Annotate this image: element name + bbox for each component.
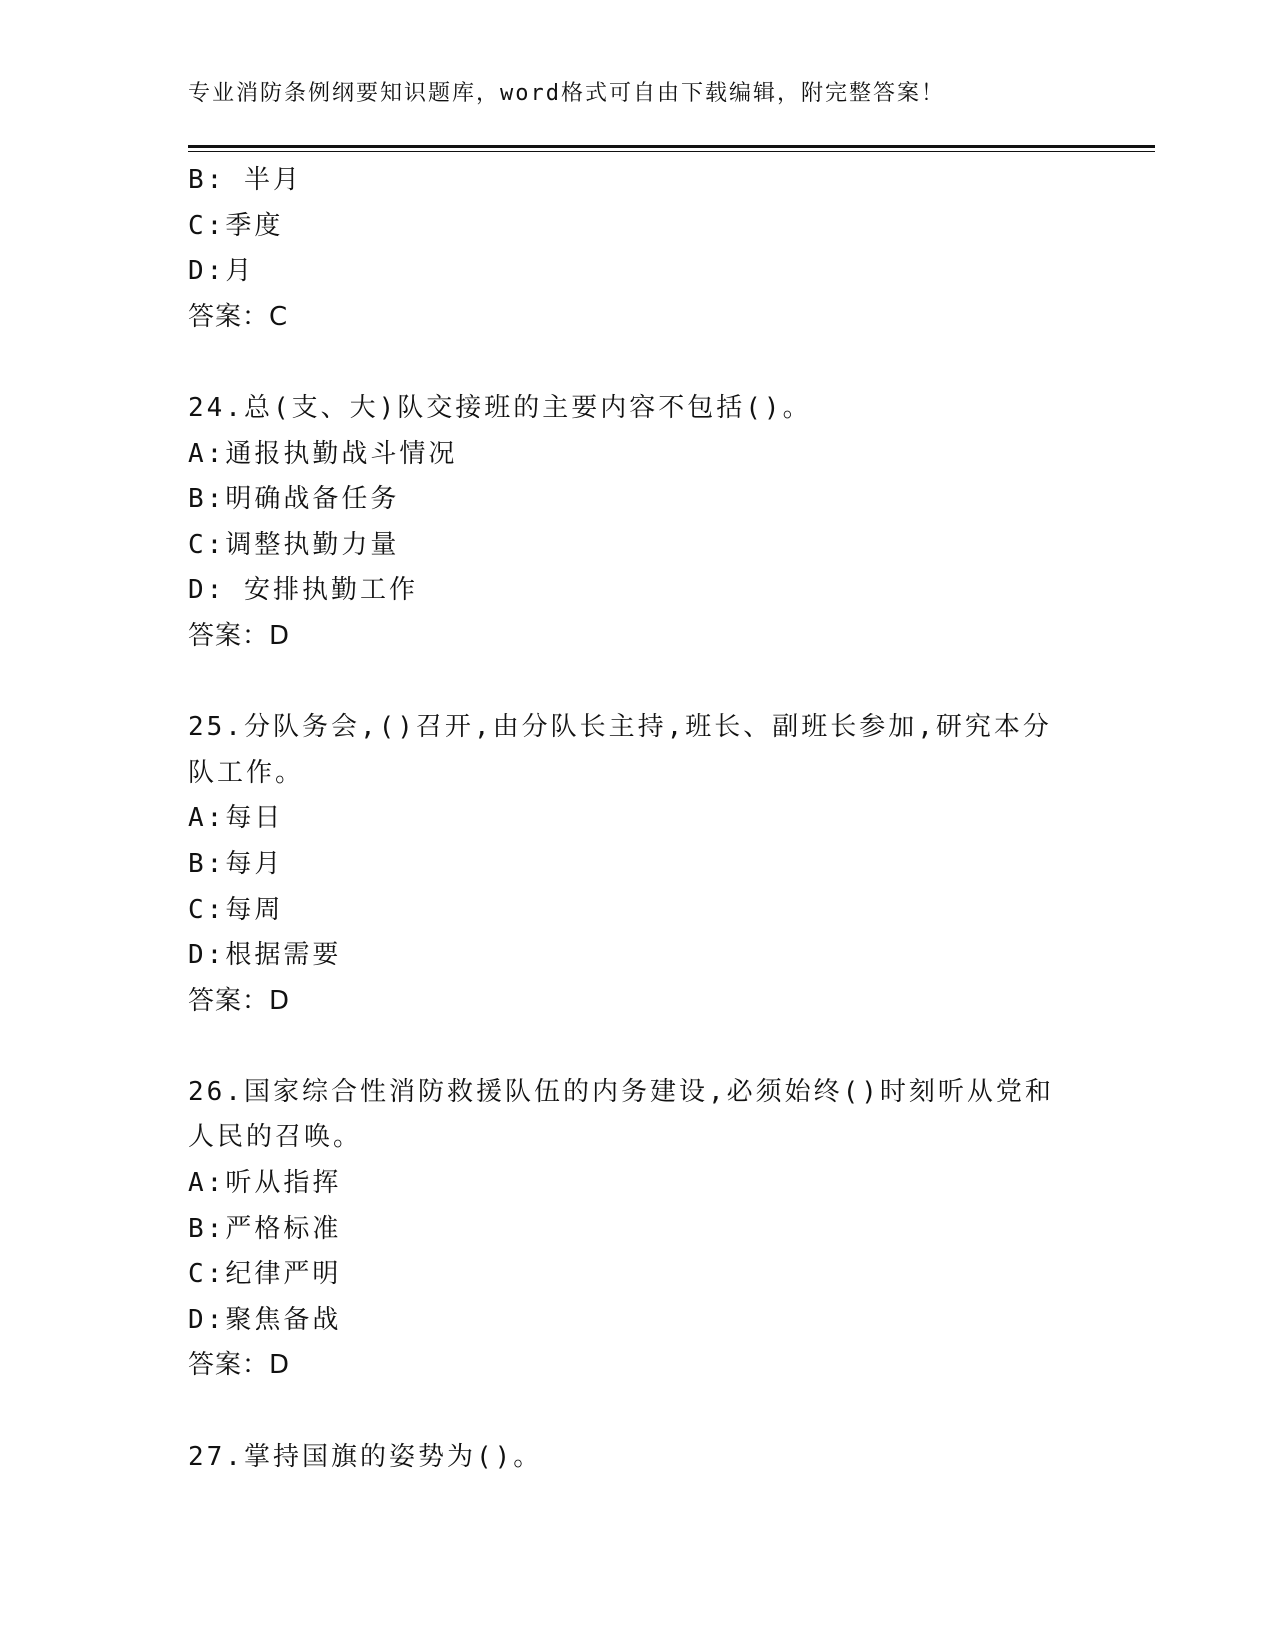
option-text: 安排执勤工作	[225, 575, 418, 606]
option-d	[188, 249, 1078, 295]
option-text: 月	[225, 256, 255, 287]
option-b	[188, 158, 1078, 204]
option-key: C:	[188, 529, 226, 560]
option-text: 每日	[225, 803, 284, 834]
question-stem: 24.总(支、大)队交接班的主要内容不包括()。	[188, 392, 812, 423]
option-d	[188, 933, 1078, 979]
option-key: D:	[188, 575, 226, 606]
option-key: D:	[188, 1304, 226, 1335]
option-text: 聚焦备战	[225, 1304, 342, 1335]
option-d	[188, 1298, 1078, 1344]
option-c	[188, 523, 1078, 569]
page-header: 专业消防条例纲要知识题库，word格式可自由下载编辑，附完整答案！	[188, 81, 945, 106]
option-a	[188, 796, 1078, 842]
option-key: B:	[188, 848, 226, 879]
spacer	[188, 660, 1078, 706]
answer-line: 答案：D	[188, 620, 291, 651]
question-25	[188, 705, 1078, 1024]
option-key: A:	[188, 438, 226, 469]
option-text: 听从指挥	[225, 1168, 342, 1199]
question-24	[188, 386, 1078, 660]
option-c	[188, 888, 1078, 934]
option-text: 半月	[225, 165, 302, 195]
option-key: B:	[188, 1213, 226, 1244]
header-rule-thick	[188, 145, 1155, 148]
question-27	[188, 1435, 1078, 1481]
option-key: B:	[188, 165, 226, 195]
spacer	[188, 1389, 1078, 1435]
spacer	[188, 340, 1078, 386]
option-text: 根据需要	[225, 940, 342, 971]
option-b	[188, 1207, 1078, 1253]
answer-line: 答案：C	[188, 301, 289, 332]
option-key: B:	[188, 484, 226, 515]
option-key: D:	[188, 256, 226, 287]
option-text: 调整执勤力量	[225, 529, 400, 560]
header-rule-thin	[188, 151, 1155, 152]
option-a	[188, 432, 1078, 478]
answer-line: 答案：D	[188, 1350, 291, 1381]
option-b	[188, 477, 1078, 523]
spacer	[188, 1024, 1078, 1070]
option-key: C:	[188, 894, 226, 925]
option-text: 每周	[225, 894, 284, 925]
option-text: 每月	[225, 848, 284, 879]
answer-line: 答案：D	[188, 985, 291, 1016]
question-stem: 26.国家综合性消防救援队伍的内务建设,必须始终()时刻听从党和人民的召唤。	[188, 1076, 1054, 1153]
question-stem: 25.分队务会,()召开,由分队长主持,班长、副班长参加,研究本分队工作。	[188, 712, 1052, 788]
option-text: 纪律严明	[225, 1259, 342, 1290]
option-c	[188, 204, 1078, 250]
option-a	[188, 1161, 1078, 1207]
option-key: A:	[188, 803, 226, 834]
option-text: 明确战备任务	[225, 484, 400, 515]
option-d	[188, 568, 1078, 614]
question-stem: 27.掌持国旗的姿势为()。	[188, 1441, 543, 1472]
option-c	[188, 1252, 1078, 1298]
option-key: A:	[188, 1168, 226, 1199]
option-text: 季度	[225, 210, 284, 241]
option-key: C:	[188, 210, 226, 241]
question-continued	[188, 158, 1078, 340]
question-26	[188, 1070, 1078, 1389]
option-text: 通报执勤战斗情况	[225, 438, 458, 469]
option-b	[188, 842, 1078, 888]
option-key: D:	[188, 940, 226, 971]
question-list	[188, 158, 1078, 1480]
option-key: C:	[188, 1259, 226, 1290]
option-text: 严格标准	[225, 1213, 342, 1244]
